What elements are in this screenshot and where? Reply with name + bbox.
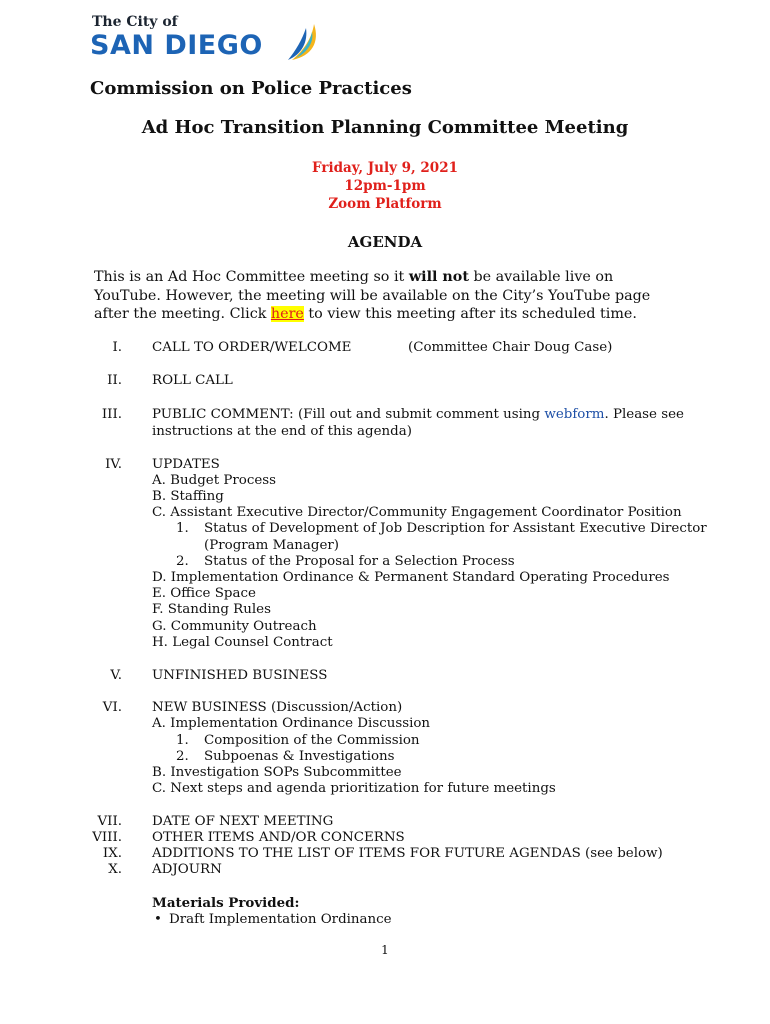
item-public-comment	[152, 407, 684, 422]
intro-bold: will not	[408, 269, 469, 285]
item-number: V.	[110, 668, 122, 683]
item-unfinished-business: UNFINISHED BUSINESS	[152, 668, 328, 683]
city-logo	[90, 14, 330, 64]
sub-item: B. Staffing	[152, 489, 224, 504]
item-next-meeting: DATE OF NEXT MEETING	[152, 814, 334, 829]
sub-item: G. Community Outreach	[152, 619, 317, 634]
item-number: II.	[107, 373, 122, 388]
sub-item: B. Investigation SOPs Subcommittee	[152, 765, 402, 780]
item-roll-call: ROLL CALL	[152, 373, 233, 388]
intro-paragraph	[94, 268, 684, 324]
item-other-items: OTHER ITEMS AND/OR CONCERNS	[152, 830, 405, 845]
public-comment-text-2: . Please see	[604, 407, 684, 422]
sub-sub-item: Status of Development of Job Description for Assistant Executive Director	[204, 521, 707, 536]
item-number: I.	[112, 340, 122, 355]
intro-text-1: This is an Ad Hoc Committee meeting so it	[94, 269, 409, 285]
item-number: X.	[108, 862, 122, 877]
item-number: VIII.	[92, 830, 122, 845]
sub-item: E. Office Space	[152, 586, 256, 601]
item-number: IX.	[102, 846, 122, 861]
sub-sub-item: Subpoenas & Investigations	[204, 749, 395, 764]
sub-sub-item-cont: (Program Manager)	[204, 538, 340, 553]
sub-sub-item: Status of the Proposal for a Selection Process	[204, 554, 515, 569]
sub-item: C. Assistant Executive Director/Community Engagement Coordinator Position	[152, 505, 682, 520]
item-number: IV.	[105, 457, 122, 472]
intro-text-2: be available live on YouTube. However, the meeting will be available on the City’s YouTube page after the meeting. Click	[94, 269, 651, 322]
webform-link[interactable]: webform	[544, 407, 605, 422]
item-adjourn: ADJOURN	[152, 862, 222, 877]
materials-item: Draft Implementation Ordinance	[169, 912, 392, 927]
sub-item: H. Legal Counsel Contract	[152, 635, 333, 650]
item-call-to-order-note: (Committee Chair Doug Case)	[408, 340, 613, 355]
sub-item: D. Implementation Ordinance & Permanent Standard Operating Procedures	[152, 570, 670, 585]
commission-name: Commission on Police Practices	[90, 78, 412, 99]
logo-main-text: SAN DIEGO	[90, 30, 263, 61]
public-comment-text: PUBLIC COMMENT: (Fill out and submit comment using	[152, 407, 545, 422]
item-number: VII.	[97, 814, 122, 829]
sub-sub-item: Composition of the Commission	[204, 733, 420, 748]
sub-sub-number: 2.	[176, 554, 189, 569]
sub-item: A. Budget Process	[152, 473, 276, 488]
item-updates: UPDATES	[152, 457, 220, 472]
intro-text-3: to view this meeting after its scheduled time.	[303, 306, 637, 322]
meeting-title: Ad Hoc Transition Planning Committee Meeting	[141, 117, 629, 138]
item-call-to-order: CALL TO ORDER/WELCOME	[152, 340, 352, 355]
agenda-heading: AGENDA	[347, 233, 423, 251]
item-new-business: NEW BUSINESS (Discussion/Action)	[152, 700, 403, 715]
meeting-platform: Zoom Platform	[328, 196, 442, 212]
sail-icon	[286, 18, 322, 62]
item-number: VI.	[102, 700, 122, 715]
sub-item: F. Standing Rules	[152, 602, 271, 617]
page-number: 1	[381, 943, 389, 957]
sub-item: C. Next steps and agenda prioritization for future meetings	[152, 781, 556, 796]
meeting-date: Friday, July 9, 2021	[312, 160, 458, 176]
sub-item: A. Implementation Ordinance Discussion	[152, 716, 431, 731]
item-number: III.	[101, 407, 122, 422]
bullet-icon: •	[154, 912, 162, 927]
logo-top-text: The City of	[92, 14, 178, 30]
materials-heading: Materials Provided:	[152, 895, 300, 911]
meeting-time: 12pm-1pm	[344, 178, 426, 194]
item-public-comment-line2: instructions at the end of this agenda)	[152, 424, 412, 439]
sub-sub-number: 2.	[176, 749, 189, 764]
youtube-here-link[interactable]: here	[270, 306, 304, 322]
item-additions: ADDITIONS TO THE LIST OF ITEMS FOR FUTURE AGENDAS (see below)	[152, 846, 663, 861]
sub-sub-number: 1.	[176, 521, 189, 536]
sub-sub-number: 1.	[176, 733, 189, 748]
